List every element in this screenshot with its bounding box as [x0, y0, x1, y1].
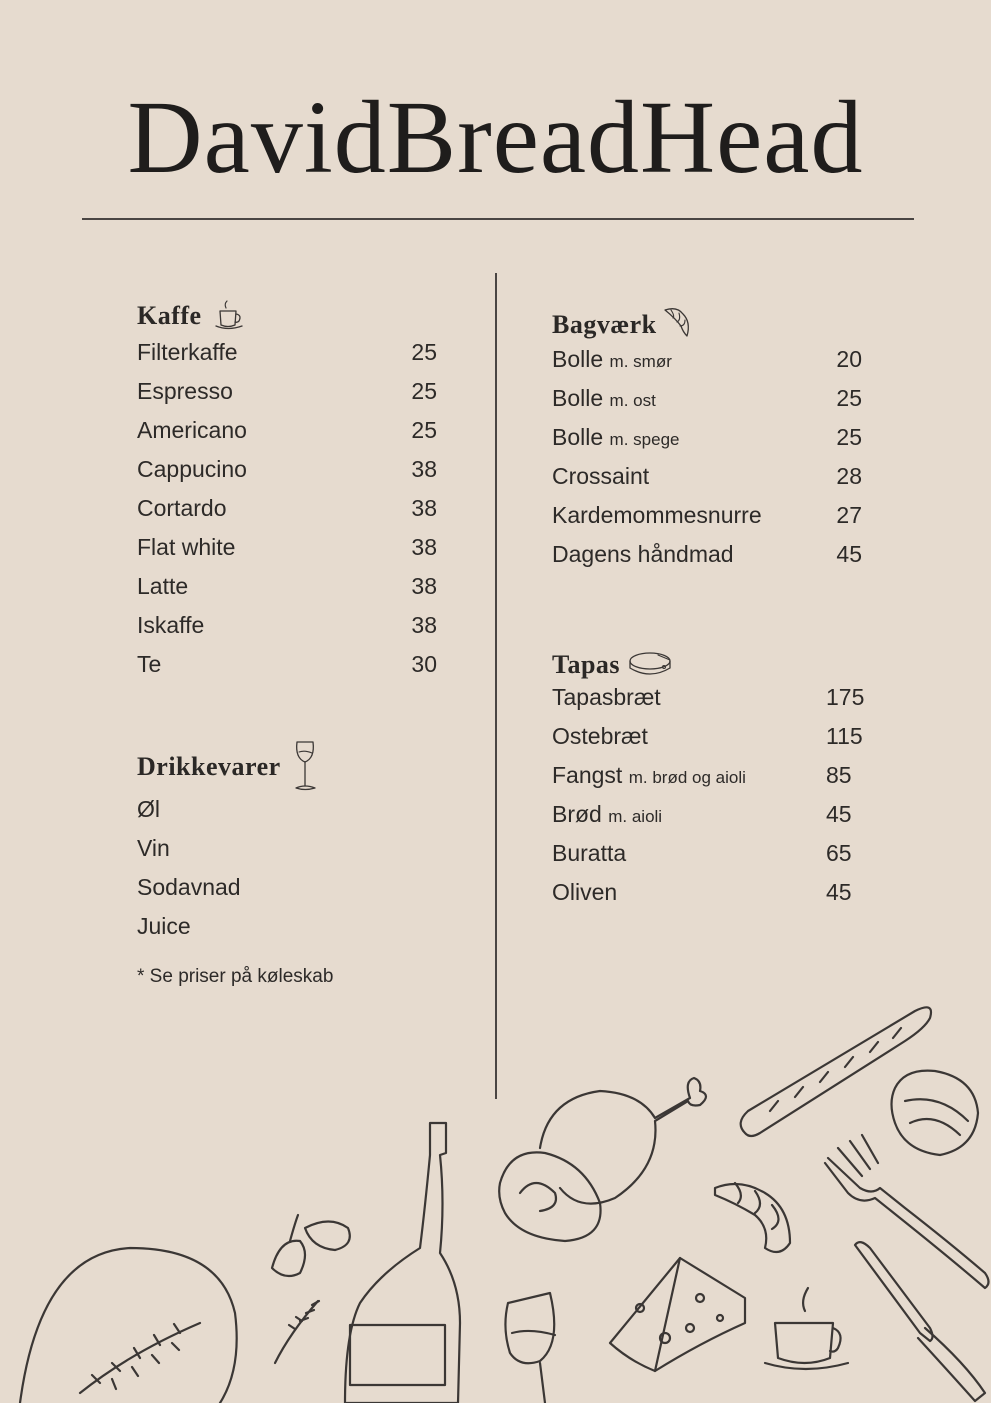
section-tapas [552, 636, 870, 918]
menu-item [552, 424, 862, 463]
item-price: 45 [826, 801, 852, 827]
ham-drawing [499, 1078, 706, 1241]
item-price: 25 [411, 339, 437, 365]
menu-item [137, 495, 437, 534]
item-name: Buratta [552, 840, 627, 866]
menu-item [137, 573, 437, 612]
item-name: Crossaint [552, 463, 650, 489]
menu-item [552, 879, 870, 918]
item-name: Bolle [552, 346, 604, 372]
cheese-drawing [610, 1258, 745, 1371]
menu-item [137, 612, 437, 651]
item-detail: m. smør [609, 352, 672, 371]
item-name: Filterkaffe [137, 339, 238, 365]
item-name: Tapasbræt [552, 684, 661, 710]
item-price: 27 [836, 502, 862, 528]
menu-item [137, 339, 437, 378]
item-price: 45 [836, 541, 862, 567]
item-price: 45 [826, 879, 852, 905]
section-title: Drikkevarer [137, 752, 281, 781]
food-illustration [0, 983, 991, 1403]
item-name: Americano [137, 417, 247, 443]
item-price: 30 [411, 651, 437, 677]
item-price: 20 [836, 346, 862, 372]
coffee-cup-icon [212, 297, 246, 331]
menu-item [552, 502, 862, 541]
menu-item [552, 801, 870, 840]
olives-drawing [272, 1215, 350, 1276]
item-name: Cappucino [137, 456, 247, 482]
menu-item [552, 840, 870, 879]
item-price: 25 [411, 378, 437, 404]
item-price: 25 [411, 417, 437, 443]
item-name: Latte [137, 573, 189, 599]
menu-item [137, 417, 437, 456]
item-name: Iskaffe [137, 612, 205, 638]
item-price: 25 [836, 424, 862, 450]
column-divider [495, 273, 497, 1099]
item-price: 175 [826, 684, 865, 710]
item-name: Dagens håndmad [552, 541, 734, 567]
item-price: 38 [411, 534, 437, 560]
croissant-icon [661, 304, 697, 340]
section-title: Bagværk [552, 310, 657, 339]
item-name: Kardemommesnurre [552, 502, 762, 528]
menu-item [137, 874, 437, 913]
item-price: 65 [826, 840, 852, 866]
menu-item [552, 385, 862, 424]
title-divider [82, 218, 914, 220]
menu-item [137, 651, 437, 690]
item-name: Juice [137, 913, 191, 939]
menu-item [137, 913, 437, 952]
item-detail: m. aioli [608, 807, 663, 826]
section-header [137, 287, 437, 331]
section-drikkevarer [137, 738, 437, 988]
item-name: Sodavnad [137, 874, 241, 900]
baguette-drawing [741, 1007, 931, 1136]
croissant-drawing [715, 1183, 790, 1252]
knife-drawing [855, 1242, 985, 1401]
coffee-cup-drawing [765, 1288, 848, 1369]
cheese-wheel-icon [628, 646, 676, 680]
item-price: 38 [411, 456, 437, 482]
price-note: * Se priser på køleskab [137, 966, 334, 987]
wine-glass-icon [291, 738, 321, 794]
section-header [552, 296, 862, 340]
item-name: Te [137, 651, 162, 677]
item-name: Brød [552, 801, 602, 827]
item-name: Flat white [137, 534, 236, 560]
wine-glass-drawing [505, 1293, 555, 1403]
item-price: 85 [826, 762, 852, 788]
menu-item [137, 534, 437, 573]
section-kaffe [137, 287, 437, 690]
item-detail: m. spege [609, 430, 680, 449]
item-name: Fangst [552, 762, 623, 788]
menu-item [552, 723, 870, 762]
section-title: Kaffe [137, 301, 202, 330]
item-name: Bolle [552, 385, 604, 411]
section-header [137, 738, 437, 782]
section-header [552, 636, 870, 680]
section-title: Tapas [552, 650, 621, 679]
item-price: 38 [411, 495, 437, 521]
fork-drawing [825, 1135, 989, 1288]
menu-item [552, 684, 870, 723]
item-price: 25 [836, 385, 862, 411]
menu-item [137, 796, 437, 835]
item-price: 38 [411, 612, 437, 638]
item-price: 115 [826, 723, 863, 749]
item-name: Vin [137, 835, 170, 861]
menu-item [552, 762, 870, 801]
item-name: Bolle [552, 424, 604, 450]
menu-item [552, 541, 862, 580]
restaurant-title: DavidBreadHead [127, 80, 864, 195]
herb-sprig-drawing [275, 1301, 319, 1363]
menu-item [137, 456, 437, 495]
item-name: Espresso [137, 378, 233, 404]
item-price: 28 [836, 463, 862, 489]
cutting-board-drawing [20, 1248, 237, 1403]
item-detail: m. ost [609, 391, 656, 410]
item-name: Øl [137, 796, 160, 822]
item-name: Oliven [552, 879, 618, 905]
menu-item [552, 346, 862, 385]
item-name: Ostebræt [552, 723, 648, 749]
item-price: 38 [411, 573, 437, 599]
item-detail: m. brød og aioli [628, 768, 746, 787]
menu-item [137, 378, 437, 417]
bottle-drawing [345, 1123, 460, 1403]
menu-item [137, 835, 437, 874]
section-bagvaerk [552, 296, 862, 580]
menu-item [552, 463, 862, 502]
item-name: Cortardo [137, 495, 227, 521]
bread-roll-drawing [892, 1071, 979, 1155]
